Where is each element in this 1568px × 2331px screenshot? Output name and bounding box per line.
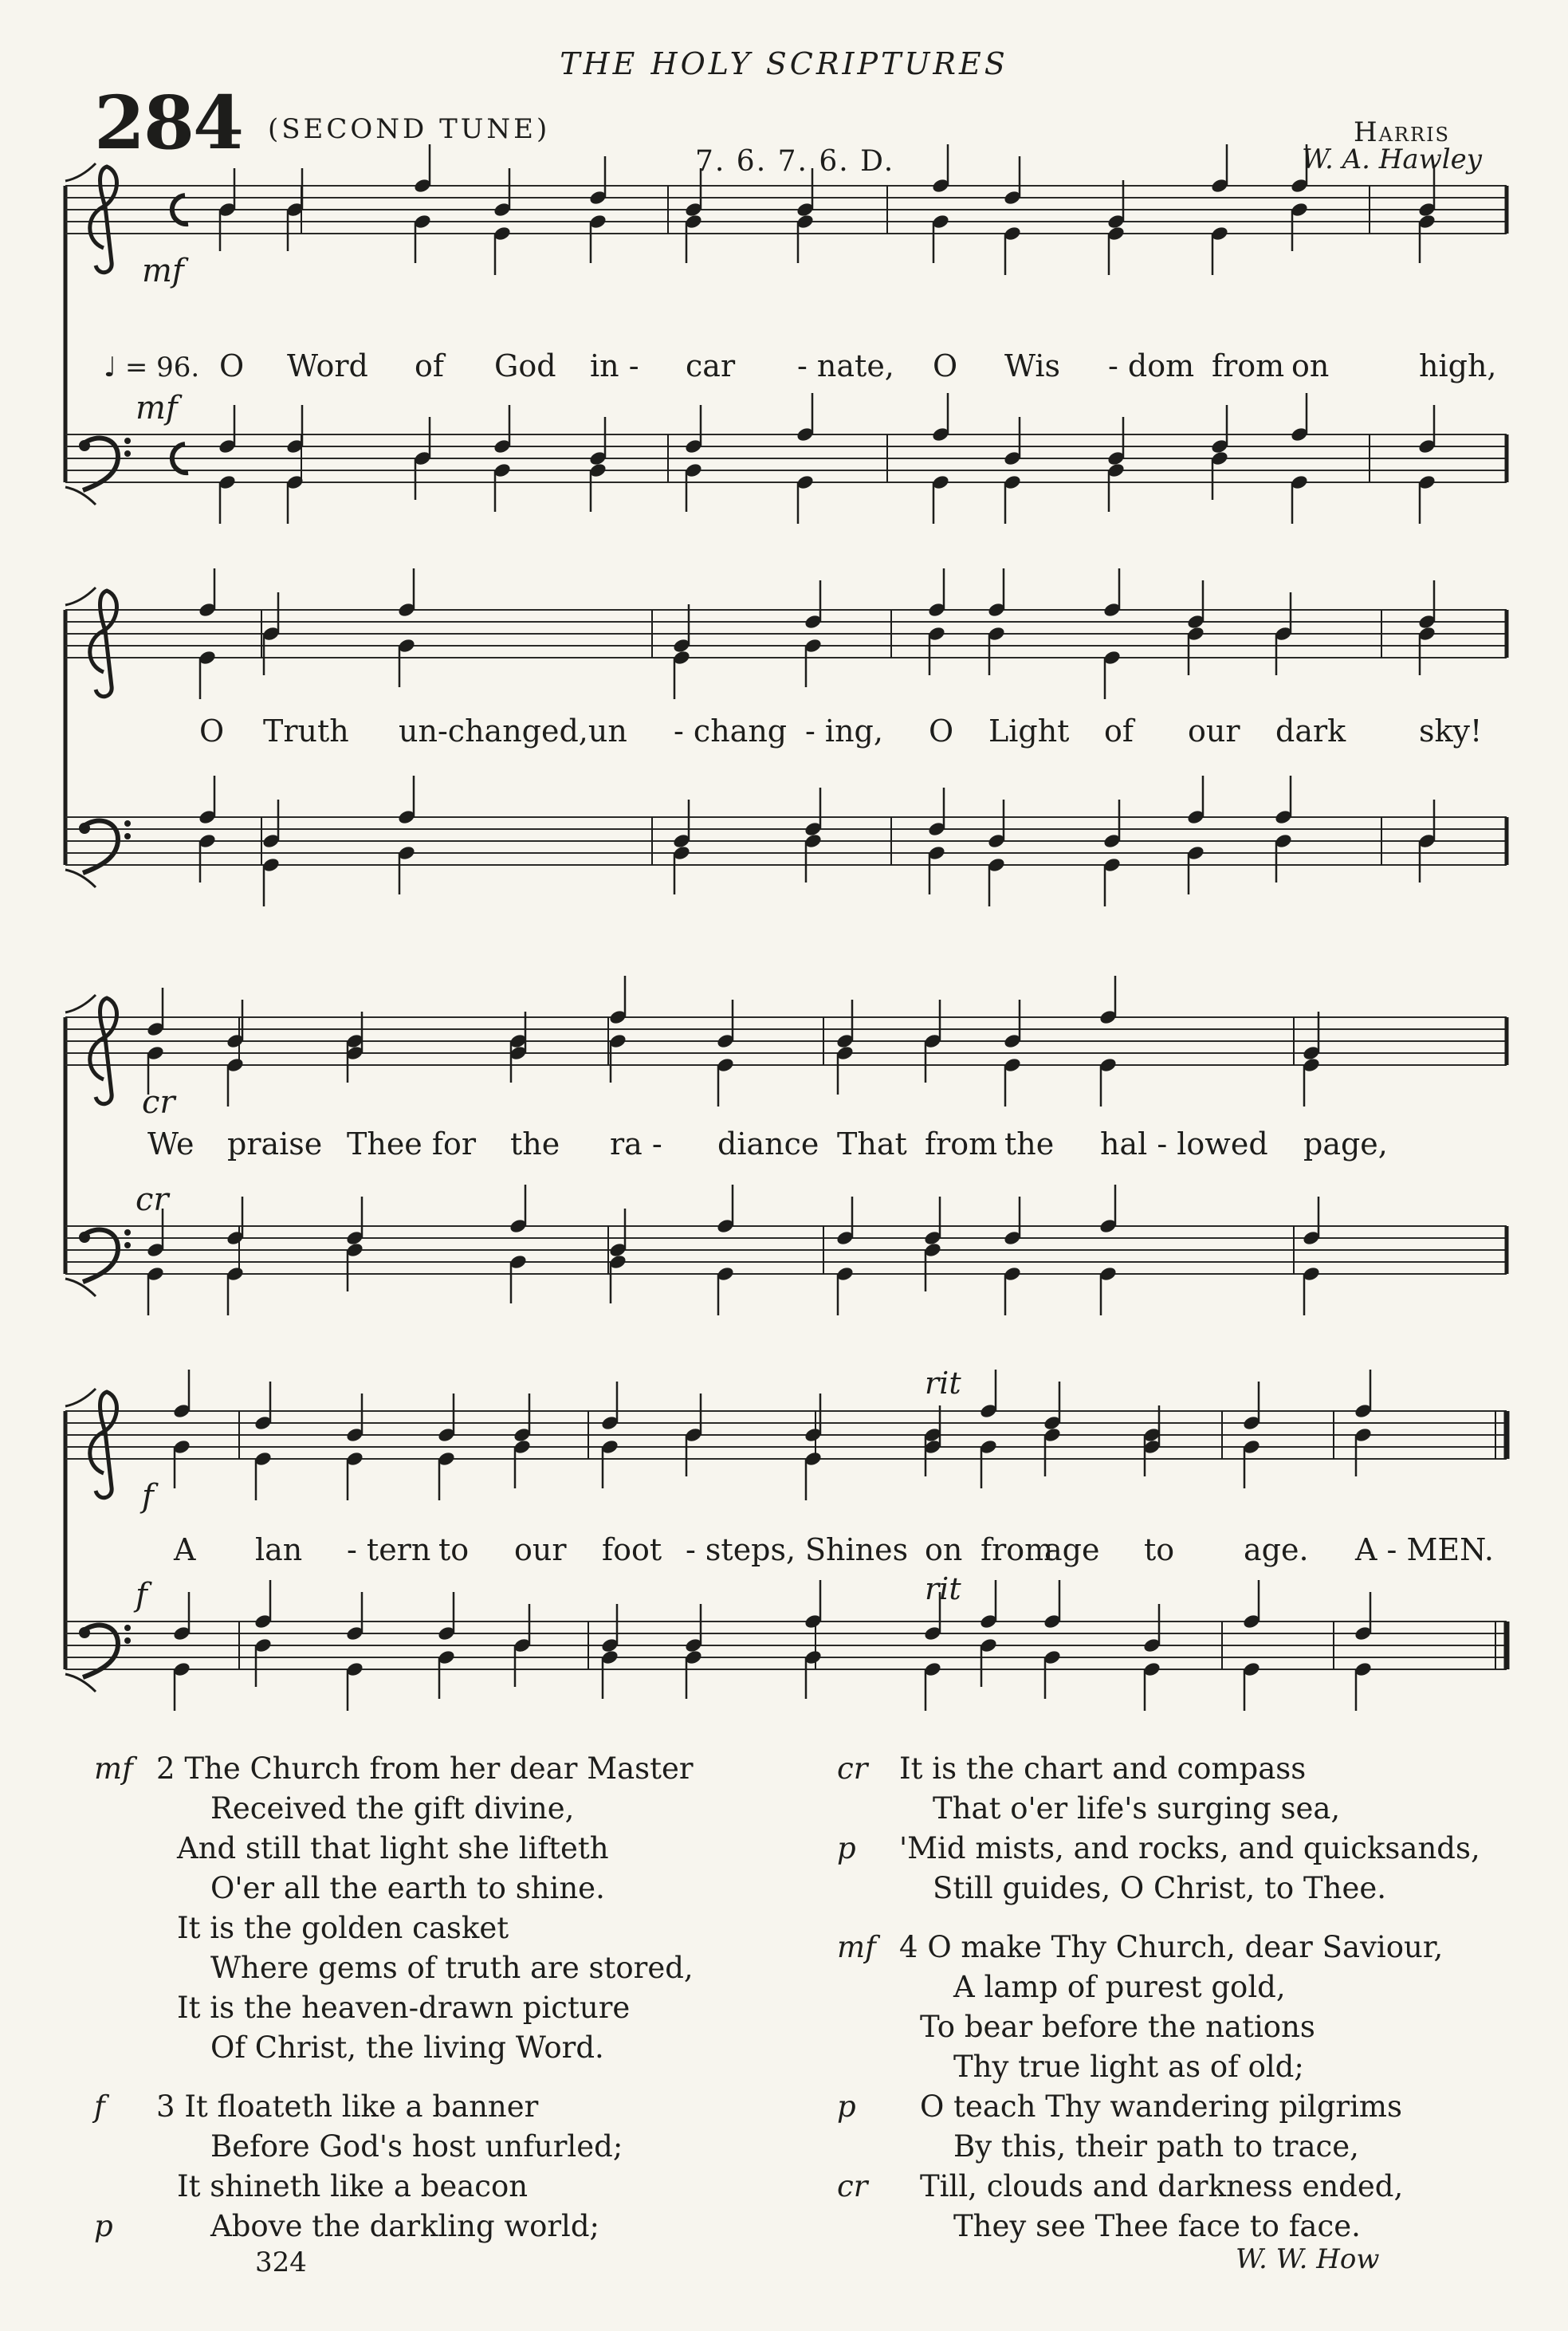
bracket-curl-bottom bbox=[65, 1279, 96, 1296]
lyric-syllable: sky! bbox=[1419, 713, 1483, 749]
lyric-syllable: - steps, bbox=[686, 1532, 796, 1567]
stanza-dynamic-mark: cr bbox=[837, 2169, 868, 2203]
lyric-syllable: We bbox=[147, 1126, 195, 1162]
lyric-syllable: the bbox=[1004, 1126, 1055, 1162]
stanza-line-text: Till, clouds and darkness ended, bbox=[920, 2169, 1404, 2203]
dynamic-marking-treble: mf bbox=[142, 253, 184, 289]
bracket-curl-top bbox=[65, 1389, 96, 1406]
stanza-line bbox=[837, 2207, 1480, 2246]
stanza-line bbox=[837, 2087, 1480, 2127]
lyric-syllable: on bbox=[925, 1532, 963, 1567]
stanza-line-text: Still guides, O Christ, to Thee. bbox=[933, 1871, 1387, 1905]
lyric-syllable: God bbox=[494, 348, 556, 383]
lyric-syllable: praise bbox=[227, 1126, 323, 1162]
lyric-syllable: to bbox=[1144, 1532, 1175, 1567]
stanza-line bbox=[94, 2127, 694, 2167]
stanza-line-text: A lamp of purest gold, bbox=[953, 1970, 1286, 2004]
stanza-line bbox=[94, 1908, 694, 1948]
meter: 7. 6. 7. 6. D. bbox=[695, 145, 895, 178]
bass-clef-dot bbox=[124, 1637, 131, 1644]
stanza-line-text: And still that light she lifteth bbox=[177, 1831, 609, 1865]
tune-label: (SECOND TUNE) bbox=[268, 113, 551, 145]
stanza-line-text: It floateth like a banner bbox=[184, 2089, 539, 2124]
treble-clef-icon bbox=[90, 998, 117, 1104]
stanza-line bbox=[94, 2207, 694, 2246]
lyric-syllable: O bbox=[933, 348, 958, 383]
lyric-syllable: A - MEN. bbox=[1355, 1532, 1494, 1567]
treble-clef-icon bbox=[90, 167, 117, 273]
lyric-syllable: car bbox=[686, 348, 736, 383]
bass-clef-dot bbox=[124, 1625, 131, 1631]
bracket-curl-bottom bbox=[65, 487, 96, 505]
lyric-syllable: from bbox=[925, 1126, 998, 1162]
stanza-line-text: By this, their path to trace, bbox=[953, 2129, 1359, 2164]
lyric-syllable: of bbox=[415, 348, 444, 383]
stanza-dynamic-mark: p bbox=[94, 2209, 113, 2243]
stanza-line bbox=[94, 2028, 694, 2068]
stanza-block bbox=[94, 1749, 694, 2068]
stanza-line-text: Where gems of truth are stored, bbox=[210, 1951, 694, 1985]
bracket-curl-bottom bbox=[65, 870, 96, 887]
stanza-line bbox=[837, 2047, 1480, 2087]
stanza-line bbox=[94, 1829, 694, 1869]
lyric-syllable: from bbox=[980, 1532, 1054, 1567]
stanza-dynamic-mark: p bbox=[837, 2089, 856, 2124]
treble-clef-icon bbox=[90, 1392, 117, 1498]
stanza-dynamic-mark: cr bbox=[837, 1751, 868, 1786]
lyric-syllable: lan bbox=[255, 1532, 303, 1567]
lyric-syllable: A bbox=[174, 1532, 196, 1567]
lyric-syllable: Shines bbox=[805, 1532, 909, 1567]
stanza-line-text: Received the gift divine, bbox=[210, 1791, 575, 1826]
music-system-4 bbox=[65, 1366, 1507, 1711]
stanza-number: 4 bbox=[899, 1930, 928, 1964]
lyric-syllable: Light bbox=[988, 713, 1070, 749]
stanza-line-text: To bear before the nations bbox=[920, 2010, 1315, 2044]
dynamic-marking-treble: f bbox=[142, 1478, 154, 1515]
music-system-3 bbox=[65, 976, 1507, 1315]
stanza-line bbox=[94, 1948, 694, 1988]
lyric-syllable: high, bbox=[1419, 348, 1497, 383]
bass-clef-dot bbox=[124, 833, 131, 839]
stanza-line-text: It is the heaven-drawn picture bbox=[177, 1991, 631, 2025]
stanza-line bbox=[837, 1928, 1480, 1967]
stanza-line-text: The Church from her dear Master bbox=[184, 1751, 694, 1786]
stanza-line bbox=[94, 1869, 694, 1908]
dynamic-marking-treble: cr bbox=[142, 1084, 175, 1121]
stanza-line-text: That o'er life's surging sea, bbox=[933, 1791, 1341, 1826]
stanza-line bbox=[837, 1967, 1480, 2007]
stanza-number: 3 bbox=[156, 2089, 185, 2124]
stanza-line bbox=[837, 1749, 1480, 1789]
bracket-curl-top bbox=[65, 588, 96, 605]
stanza-line-text: Above the darkling world; bbox=[210, 2209, 600, 2243]
stanzas-right-column bbox=[837, 1749, 1480, 2246]
lyric-syllable: hal - lowed bbox=[1100, 1126, 1268, 1162]
stanza-line bbox=[837, 1829, 1480, 1869]
stanza-block bbox=[837, 1749, 1480, 1908]
lyric-syllable: age. bbox=[1244, 1532, 1309, 1567]
bass-clef-dot bbox=[124, 820, 131, 827]
lyric-syllable: Word bbox=[287, 348, 368, 383]
hymn-author: W. W. How bbox=[1236, 2243, 1380, 2275]
stanza-line bbox=[837, 1869, 1480, 1908]
lyric-syllable: age bbox=[1044, 1532, 1100, 1567]
bass-clef-dot bbox=[124, 438, 131, 444]
stanza-dynamic-mark: f bbox=[94, 2089, 105, 2124]
stanzas-left-column bbox=[94, 1749, 694, 2246]
stanza-line-text: They see Thee face to face. bbox=[953, 2209, 1361, 2243]
stanza-line bbox=[94, 2087, 694, 2127]
lyric-syllable: on bbox=[1291, 348, 1330, 383]
stanza-line bbox=[837, 2167, 1480, 2207]
composer: W. A. Hawley bbox=[1301, 143, 1482, 175]
bracket-curl-bottom bbox=[65, 1674, 96, 1692]
lyric-syllable: diance bbox=[717, 1126, 819, 1162]
bass-clef-dot bbox=[79, 1232, 90, 1243]
hymn-number: 284 bbox=[94, 80, 243, 166]
stanza-dynamic-mark: p bbox=[837, 1831, 856, 1865]
dynamic-marking-bass: f bbox=[136, 1577, 147, 1614]
bass-clef-dot bbox=[79, 1627, 90, 1638]
stanza-line bbox=[837, 2127, 1480, 2167]
stanza-line bbox=[94, 2167, 694, 2207]
treble-clef-icon bbox=[90, 591, 117, 697]
music-system-1 bbox=[65, 144, 1507, 524]
lyric-syllable: Thee for bbox=[347, 1126, 476, 1162]
stanza-line-text: O make Thy Church, dear Saviour, bbox=[927, 1930, 1444, 1964]
lyric-syllable: our bbox=[1188, 713, 1240, 749]
stanza-line-text: Of Christ, the living Word. bbox=[210, 2030, 604, 2065]
lyric-syllable: O bbox=[219, 348, 245, 383]
ritardando-marking: rit bbox=[925, 1571, 961, 1606]
stanza-line bbox=[94, 1749, 694, 1789]
lyric-syllable: O bbox=[929, 713, 954, 749]
stanza-dynamic-mark: mf bbox=[837, 1930, 876, 1964]
music-system-2 bbox=[65, 568, 1507, 906]
bracket-curl-top bbox=[65, 995, 96, 1012]
lyric-syllable: un-changed,un bbox=[399, 713, 627, 749]
stanza-number: 2 bbox=[156, 1751, 185, 1786]
bass-clef-dot bbox=[79, 440, 90, 451]
stanza-dynamic-mark: mf bbox=[94, 1751, 133, 1786]
lyric-syllable: - dom bbox=[1108, 348, 1195, 383]
lyric-syllable: in - bbox=[590, 348, 639, 383]
lyric-syllable: O bbox=[199, 713, 225, 749]
tune-name: Harris bbox=[1353, 116, 1450, 148]
lyric-syllable: of bbox=[1104, 713, 1134, 749]
tempo-marking: ♩ = 96. bbox=[104, 352, 200, 383]
ritardando-marking: rit bbox=[925, 1366, 961, 1401]
lyric-syllable: - chang bbox=[674, 713, 788, 749]
stanza-line-text: It is the chart and compass bbox=[899, 1751, 1307, 1786]
bass-clef-dot bbox=[124, 450, 131, 457]
bass-clef-dot bbox=[124, 1242, 131, 1248]
lyric-syllable: the bbox=[510, 1126, 560, 1162]
lyric-syllable: - ing, bbox=[805, 713, 883, 749]
bass-clef-dot bbox=[124, 1229, 131, 1236]
lyric-syllable: - tern bbox=[347, 1532, 431, 1567]
stanza-line-text: It is the golden casket bbox=[177, 1911, 509, 1945]
lyric-syllable: to bbox=[438, 1532, 470, 1567]
lyric-syllable: - nate, bbox=[797, 348, 894, 383]
stanza-line bbox=[94, 1988, 694, 2028]
bass-clef-dot bbox=[79, 823, 90, 834]
running-head: THE HOLY SCRIPTURES bbox=[560, 46, 1008, 81]
stanza-block bbox=[837, 1928, 1480, 2246]
lyric-syllable: That bbox=[837, 1126, 907, 1162]
stanza-block bbox=[94, 2087, 694, 2246]
stanza-line bbox=[837, 1789, 1480, 1829]
stanza-line-text: It shineth like a beacon bbox=[177, 2169, 529, 2203]
lyric-syllable: from bbox=[1212, 348, 1285, 383]
stanza-line-text: O'er all the earth to shine. bbox=[210, 1871, 605, 1905]
lyric-syllable: Wis bbox=[1004, 348, 1061, 383]
lyric-syllable: foot bbox=[602, 1532, 662, 1567]
dynamic-marking-bass: cr bbox=[136, 1181, 169, 1218]
lyric-syllable: ra - bbox=[610, 1126, 662, 1162]
lyric-syllable: our bbox=[514, 1532, 567, 1567]
stanza-line-text: Thy true light as of old; bbox=[953, 2050, 1304, 2084]
page-number: 324 bbox=[255, 2246, 307, 2278]
stanza-line bbox=[94, 1789, 694, 1829]
lyric-syllable: Truth bbox=[263, 713, 349, 749]
dynamic-marking-bass: mf bbox=[136, 390, 178, 426]
stanza-line bbox=[837, 2007, 1480, 2047]
bracket-curl-top bbox=[65, 163, 96, 181]
lyric-syllable: dark bbox=[1275, 713, 1346, 749]
stanza-line-text: O teach Thy wandering pilgrims bbox=[920, 2089, 1402, 2124]
stanza-line-text: Before God's host unfurled; bbox=[210, 2129, 623, 2164]
lyric-syllable: page, bbox=[1303, 1126, 1388, 1162]
stanza-line-text: 'Mid mists, and rocks, and quicksands, bbox=[899, 1831, 1480, 1865]
